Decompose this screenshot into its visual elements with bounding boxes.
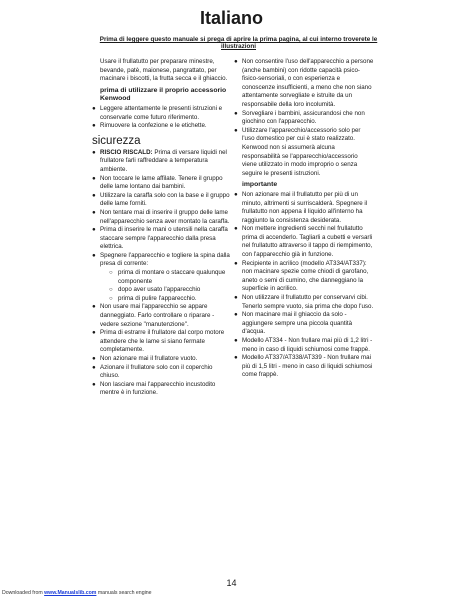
intro-note: Prima di leggere questo manuale si prega di aprire la prima pagina, al cui interno troverete le illustrazioni [99, 36, 378, 51]
sub-list-item: ○ prima di montare o staccare qualunque componente [109, 269, 226, 285]
page-title: Italiano [199, 8, 263, 28]
bullet-icon: ● [92, 363, 96, 371]
list-item: ● Leggere attentamente le presenti istruzioni e conservarle come futuro riferimento. [92, 104, 223, 121]
list-item: ● Utilizzare la caraffa solo con la base e il gruppo delle lame forniti. [92, 191, 230, 208]
page-number: 14 [226, 578, 237, 588]
list-item: ● Non usare mai l'apparecchio se appare danneggiato. Farlo controllare o riparare - vedere sezione "manutenzione". [92, 303, 215, 328]
bullet-icon: ● [92, 251, 96, 259]
bullet-icon: ● [92, 355, 96, 362]
list-item: ● Modello AT337/AT338/AT339 - Non frullare mai più di 1,5 litri - meno in caso di liquidi schiumosi come frappè. [234, 354, 373, 379]
bullet-icon: ● [234, 354, 238, 362]
list-item: ● Non consentire l'uso dell'apparecchio a persone (anche bambini) con ridotte capacità psico-fisico-sensoriali, o con esperienza e conoscenze insufficienti, a meno che non siano attentamente sorvegliate e istruite da un responsabile della loro incolumità. [234, 58, 374, 108]
list-item: ● Rimuovere la confezione e le etichette. [92, 122, 207, 130]
before-use-heading: prima di utilizzare il proprio accessorio Kenwood [100, 86, 227, 103]
list-item: ● Non utilizzare il frullatutto per conservarvi cibi. Tenerlo sempre vuoto, sia prima che dopo l'uso. [234, 294, 374, 310]
bullet-icon: ● [92, 208, 96, 216]
safety-title: sicurezza [92, 134, 141, 147]
bullet-icon: ● [234, 294, 238, 302]
list-item: ● Sorvegliare i bambini, assicurandosi che non giochino con l'apparecchio. [234, 109, 365, 126]
list-item: ● Non macinare mai il ghiaccio da solo - aggiungere sempre una piccola quantità d'acqua. [234, 311, 353, 336]
list-item: ● Non azionare mai il frullatore vuoto. [92, 355, 198, 362]
bullet-icon: ● [92, 191, 96, 199]
bullet-icon: ● [234, 109, 238, 117]
bullet-icon: ● [92, 303, 96, 311]
left-column [92, 58, 230, 398]
bullet-icon: ● [234, 58, 238, 65]
bullet-icon: ● [234, 225, 238, 233]
list-item: ● Non lasciare mai l'apparecchio incustodito mentre è in funzione. [92, 380, 216, 397]
footer-prefix: Downloaded from [2, 590, 43, 596]
list-item: ● Recipiente in acrilico (modello AT334/AT337): non macinare spezie come chiodi di garofano, aneto o semi di cumino, che danneggiano la superficie in acrilico. [234, 259, 369, 293]
unplug-sublist [108, 269, 230, 303]
bullet-icon: ● [92, 122, 96, 130]
list-item: ● Non tentare mai di inserire il gruppo delle lame nell'apparecchio senza aver montato la caraffa. [92, 208, 230, 225]
list-item: ● Non mettere ingredienti secchi nel frullatutto prima di accenderlo. Tagliarli a cubetti e versarli nel frullatutto attraverso il tappo di riempimento, con l'apparecchio già in funzione. [234, 225, 373, 259]
list-item: ● Prima di estrarre il frullatore dal corpo motore attendere che le lame si siano fermate completamente. [92, 329, 225, 354]
important-list [234, 191, 374, 380]
bullet-icon: ● [234, 190, 238, 198]
circle-bullet-icon: ○ [109, 287, 113, 294]
hot-warning-label: RISCIO RISCALD: [100, 148, 153, 156]
bullet-icon: ● [92, 148, 96, 156]
list-item: ● Azionare il frullatore solo con il coperchio chiuso. [92, 363, 213, 380]
bullet-icon: ● [92, 380, 96, 388]
bullet-icon: ● [234, 311, 238, 319]
safety-list [92, 149, 230, 398]
list-item: ● Non azionare mai il frullatutto per più di un minuto, altrimenti si surriscalderà. Spegnere il frullatutto non appena il liquido all'interno ha raggiunto la consistenza desiderata. [234, 190, 368, 224]
sub-list-item: ○ dopo aver usato l'apparecchio [109, 286, 201, 294]
download-footer [2, 590, 152, 596]
bullet-icon: ● [92, 226, 96, 234]
sub-list-item: ○ prima di pulire l'apparecchio. [109, 294, 197, 302]
list-item: ● RISCIO RISCALD: Prima di versare liquidi nel frullatore farli raffreddare a temperatura ambiente. [92, 148, 227, 173]
list-item: ● Spegnere l'apparecchio e togliere la spina dalla presa di corrente: ○ prima di montare o staccare qualunque componente ○ dopo aver usato l'apparecchio ○ prima di pulire l'apparecchio. [92, 251, 230, 302]
before-use-list [92, 105, 230, 131]
bullet-icon: ● [234, 337, 238, 344]
safety-list-continued [234, 58, 374, 178]
bullet-icon: ● [234, 126, 238, 134]
circle-bullet-icon: ○ [109, 295, 113, 302]
footer-suffix: manuals search engine [97, 590, 152, 596]
list-item: ● Utilizzare l'apparecchio/accessorio solo per l'uso domestico per cui è stato realizzato. Kenwood non si assumerà alcuna responsabilità se l'apparecchio/accessorio viene utilizzato in modo improprio o senza seguire le presenti istruzioni. [234, 126, 361, 177]
bullet-icon: ● [92, 329, 96, 337]
important-heading: importante [242, 181, 278, 189]
list-item: ● Prima di inserire le mani o utensili nella caraffa staccare sempre l'apparecchio dalla presa elettrica. [92, 226, 228, 251]
circle-bullet-icon: ○ [109, 270, 113, 277]
bullet-icon: ● [92, 174, 96, 182]
footer-link[interactable]: www.Manualslib.com [44, 590, 97, 596]
list-item: ● Modello AT334 - Non frullare mai più di 1,2 litri - meno in caso di liquidi schiumosi come frappè. [234, 337, 373, 353]
bullet-icon: ● [92, 104, 96, 112]
usage-text: Usare il frullatutto per preparare minestre, bevande, patè, maionese, pangrattato, per macinare i biscotti, la frutta secca e il ghiaccio. [100, 58, 228, 83]
list-item: ● Non toccare le lame affilate. Tenere il gruppo delle lame lontano dai bambini. [92, 174, 223, 191]
bullet-icon: ● [234, 259, 238, 267]
right-column [234, 58, 374, 380]
